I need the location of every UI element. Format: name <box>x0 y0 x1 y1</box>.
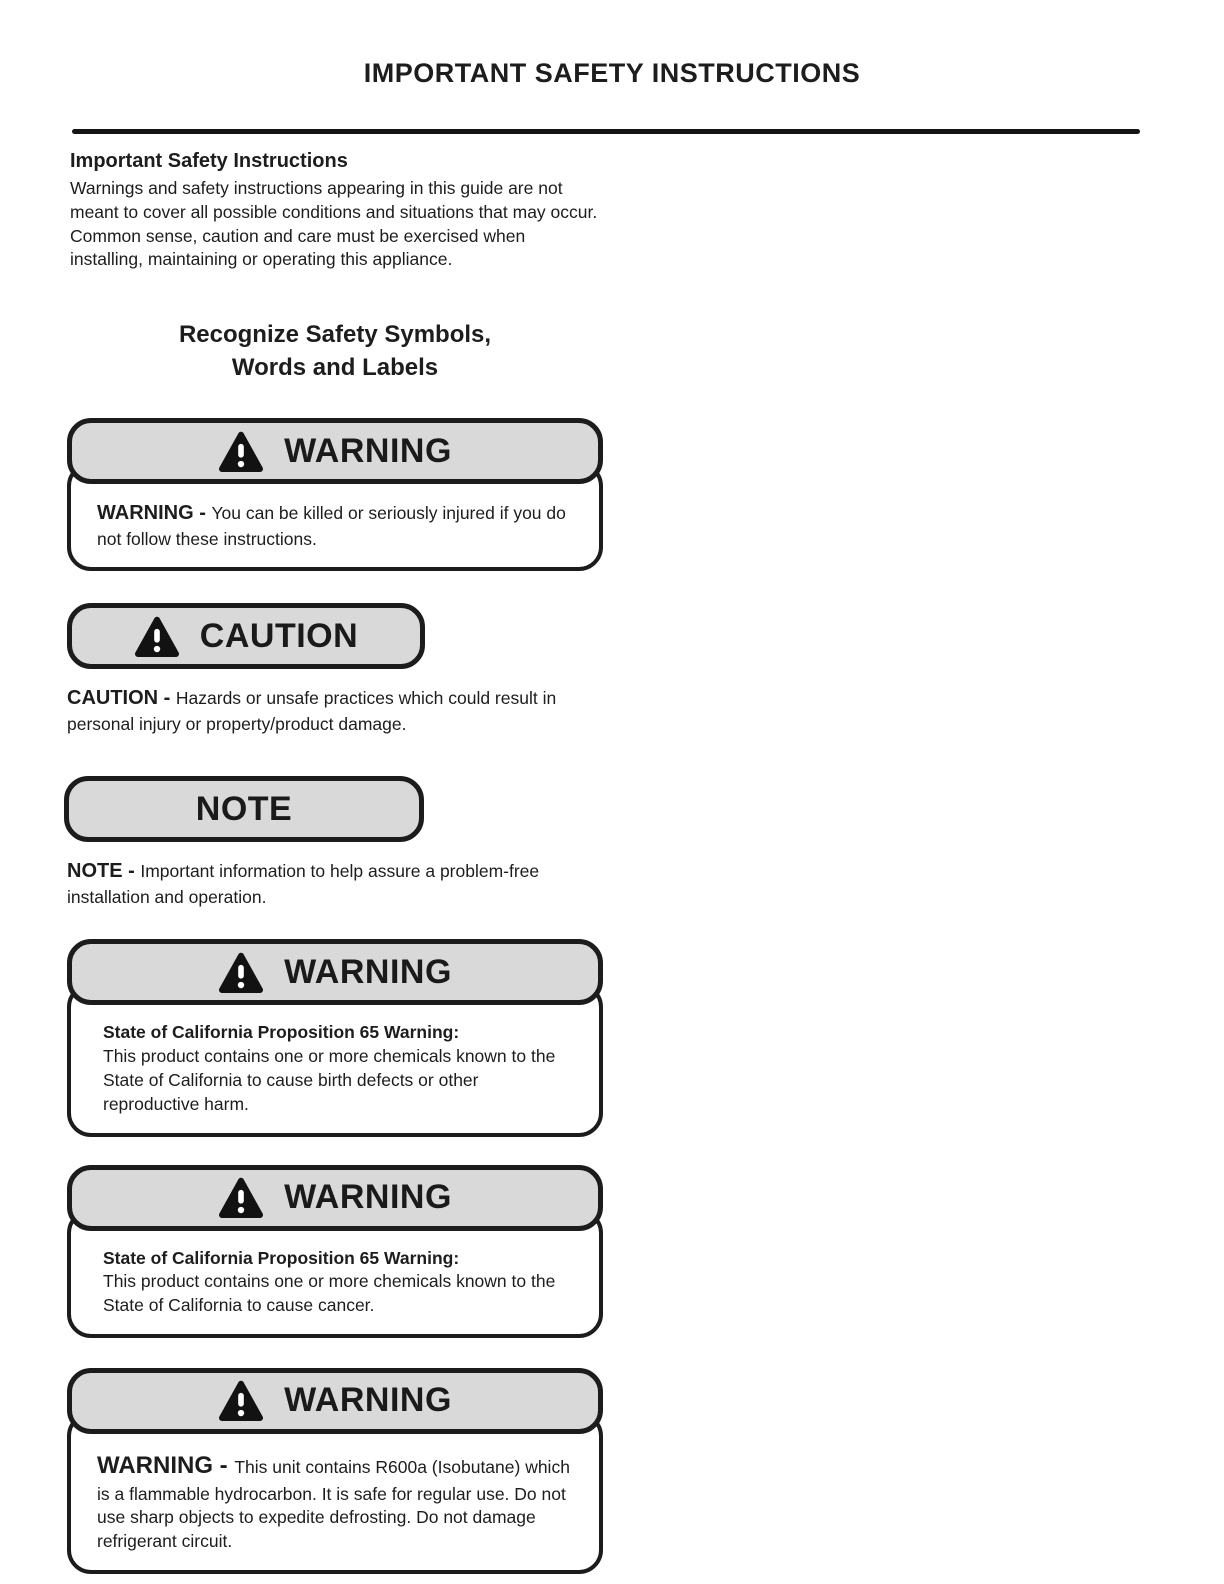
prop65-title: State of California Proposition 65 Warning: <box>103 1247 460 1268</box>
warning-box-r600a-body <box>67 1412 603 1574</box>
warning-label: WARNING <box>284 431 452 470</box>
warning-box-injury <box>67 418 603 571</box>
warning-box-injury-header <box>67 418 603 484</box>
intro-paragraph: Warnings and safety instructions appearing in this guide are not meant to cover all possible conditions and situations that may occur. Common sense, caution and care must be exercised when installing, maintaining or operating this appliance. <box>70 178 598 270</box>
warning-box-r600a-header <box>67 1368 603 1434</box>
caution-box <box>67 603 425 669</box>
caution-definition-lead: CAUTION - <box>67 687 176 710</box>
note-label: NOTE <box>195 789 293 828</box>
warning-label: WARNING <box>284 1381 452 1420</box>
warning-injury-lead: WARNING - <box>97 502 212 525</box>
warning-box-prop65-cancer-header <box>67 1165 603 1231</box>
prop65-reproductive-text: State of California Proposition 65 Warning: This product contains one or more chemicals known to the State of California to cause birth defects or other reproductive harm. <box>103 1022 556 1114</box>
note-definition-lead: NOTE - <box>67 860 141 883</box>
symbols-heading-line1: Recognize Safety Symbols, <box>178 321 492 349</box>
warning-box-prop65-reproductive <box>67 939 603 1136</box>
caution-definition: CAUTION - Hazards or unsafe practices which could result in personal injury or property/product damage. <box>67 687 557 734</box>
warning-r600a-text: WARNING - This unit contains R600a (Isobutane) which is a flammable hydrocarbon. It is safe for regular use. Do not use sharp objects to expedite defrosting. Do not damage refrigerant circuit. <box>97 1451 570 1552</box>
warning-triangle-icon <box>218 1380 264 1421</box>
warning-triangle-icon <box>218 1177 264 1218</box>
caution-label: CAUTION <box>199 616 359 655</box>
symbols-heading-line2: Words and Labels <box>231 354 439 382</box>
content-column <box>67 150 603 1574</box>
divider-rule <box>72 129 1140 134</box>
note-box <box>64 776 424 842</box>
note-box-header <box>64 776 424 842</box>
caution-box-header <box>67 603 425 669</box>
warning-r600a-lead: WARNING - <box>97 1451 235 1479</box>
note-definition: NOTE - Important information to help assure a problem-free installation and operation. <box>67 860 540 907</box>
symbols-heading <box>67 318 603 384</box>
warning-box-prop65-cancer <box>67 1165 603 1338</box>
caution-triangle-icon <box>134 616 180 657</box>
prop65-title: State of California Proposition 65 Warning: <box>103 1022 460 1043</box>
warning-box-prop65-reproductive-body <box>67 983 603 1136</box>
warning-injury-text: WARNING - You can be killed or seriously injured if you do not follow these instructions. <box>97 502 566 549</box>
prop65-cancer-text: State of California Proposition 65 Warning: This product contains one or more chemicals known to the State of California to cause cancer. <box>103 1247 556 1316</box>
warning-box-r600a <box>67 1368 603 1574</box>
warning-triangle-icon <box>218 952 264 993</box>
warning-label: WARNING <box>284 1178 452 1217</box>
section-heading: Important Safety Instructions <box>70 150 348 172</box>
warning-label: WARNING <box>284 952 452 991</box>
page-title: IMPORTANT SAFETY INSTRUCTIONS <box>363 58 861 88</box>
warning-triangle-icon <box>218 431 264 472</box>
warning-box-prop65-reproductive-header <box>67 939 603 1005</box>
